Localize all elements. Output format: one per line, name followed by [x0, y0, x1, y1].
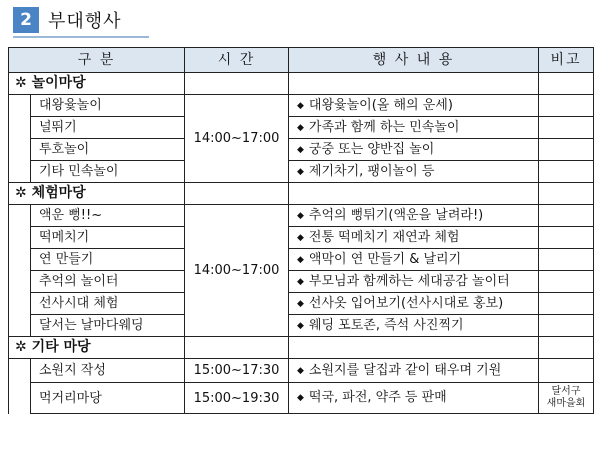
item-cell: 기타 민속놀이	[31, 161, 185, 183]
section-header	[13, 6, 122, 34]
diamond-bullet-icon: ◆	[297, 100, 304, 111]
desc-cell: ◆ 부모님과 함께하는 세대공감 놀이터	[289, 271, 539, 293]
item-cell: 선사시대 체험	[31, 293, 185, 315]
note-line: 달서구	[551, 386, 581, 397]
item-cell: 떡메치기	[31, 227, 185, 249]
item-cell: 투호놀이	[31, 139, 185, 161]
time-cell: 15:00~17:30	[185, 359, 289, 383]
note-cell	[539, 227, 594, 249]
section-number-badge: 2	[13, 7, 39, 33]
desc-cell: ◆ 떡국, 파전, 약주 등 판매	[289, 383, 539, 414]
diamond-bullet-icon: ◆	[297, 210, 304, 221]
flower-icon: ✲	[15, 75, 27, 91]
note-cell	[539, 383, 594, 414]
section-row-play	[9, 73, 594, 95]
desc-cell: ◆ 전통 떡메치기 재연과 체험	[289, 227, 539, 249]
desc-cell: ◆ 선사옷 입어보기(선사시대로 홍보)	[289, 293, 539, 315]
event-table	[8, 47, 594, 414]
item-cell: 먹거리마당	[31, 383, 185, 414]
note-cell	[539, 95, 594, 117]
desc-cell: ◆ 웨딩 포토존, 즉석 사진찍기	[289, 315, 539, 337]
desc-cell: ◆ 추억의 뻥튀기(액운을 날려라!)	[289, 205, 539, 227]
time-cell: 14:00~17:00	[185, 95, 289, 183]
item-cell: 추억의 놀이터	[31, 271, 185, 293]
item-cell: 널뛰기	[31, 117, 185, 139]
item-cell: 소원지 작성	[31, 359, 185, 383]
diamond-bullet-icon: ◆	[297, 166, 304, 177]
item-cell: 연 만들기	[31, 249, 185, 271]
note-cell	[539, 359, 594, 383]
flower-icon: ✲	[15, 185, 27, 201]
diamond-bullet-icon: ◆	[297, 276, 304, 287]
item-cell: 액운 뻥!!~	[31, 205, 185, 227]
table-row	[9, 315, 594, 337]
table-row	[9, 117, 594, 139]
diamond-bullet-icon: ◆	[297, 320, 304, 331]
col-header-content: 행 사 내 용	[289, 48, 539, 73]
diamond-bullet-icon: ◆	[297, 298, 304, 309]
section-label: 기타 마당	[31, 339, 91, 355]
note-cell	[539, 205, 594, 227]
section-label: 체험마당	[31, 185, 86, 201]
table-row	[9, 293, 594, 315]
table-row	[9, 161, 594, 183]
desc-cell: ◆ 가족과 함께 하는 민속놀이	[289, 117, 539, 139]
table-header-row	[9, 48, 594, 73]
note-cell	[539, 139, 594, 161]
note-cell	[539, 161, 594, 183]
desc-cell: ◆ 제기차기, 팽이놀이 등	[289, 161, 539, 183]
table-row	[9, 227, 594, 249]
table-row	[9, 249, 594, 271]
item-cell: 달서는 날마다웨딩	[31, 315, 185, 337]
note-cell	[539, 315, 594, 337]
col-header-category: 구 분	[9, 48, 185, 73]
note-line: 새마을회	[546, 398, 586, 409]
col-header-time: 시 간	[185, 48, 289, 73]
note-cell	[539, 271, 594, 293]
section-row-experience	[9, 183, 594, 205]
diamond-bullet-icon: ◆	[297, 122, 304, 133]
table-row	[9, 205, 594, 227]
note-cell	[539, 117, 594, 139]
section-row-other	[9, 337, 594, 359]
table-row	[9, 359, 594, 383]
diamond-bullet-icon: ◆	[297, 393, 304, 403]
diamond-bullet-icon: ◆	[297, 232, 304, 243]
desc-cell: ◆ 궁중 또는 양반집 놀이	[289, 139, 539, 161]
table-row	[9, 95, 594, 117]
time-cell: 14:00~17:00	[185, 205, 289, 337]
desc-cell: ◆ 대왕윷놀이(올 해의 운세)	[289, 95, 539, 117]
diamond-bullet-icon: ◆	[297, 144, 304, 155]
section-title: 부대행사	[48, 11, 122, 32]
section-label: 놀이마당	[31, 75, 86, 91]
table-row	[9, 383, 594, 414]
time-cell: 15:00~19:30	[185, 383, 289, 414]
title-underline	[13, 36, 149, 38]
diamond-bullet-icon: ◆	[297, 365, 304, 376]
note-cell	[539, 293, 594, 315]
diamond-bullet-icon: ◆	[297, 254, 304, 265]
flower-icon: ✲	[15, 339, 27, 355]
desc-cell: ◆ 액막이 연 만들기 & 날리기	[289, 249, 539, 271]
item-cell: 대왕윷놀이	[31, 95, 185, 117]
note-cell	[539, 249, 594, 271]
table-row	[9, 139, 594, 161]
desc-cell: ◆ 소원지를 달집과 같이 태우며 기원	[289, 359, 539, 383]
col-header-note: 비고	[539, 48, 594, 73]
table-row	[9, 271, 594, 293]
